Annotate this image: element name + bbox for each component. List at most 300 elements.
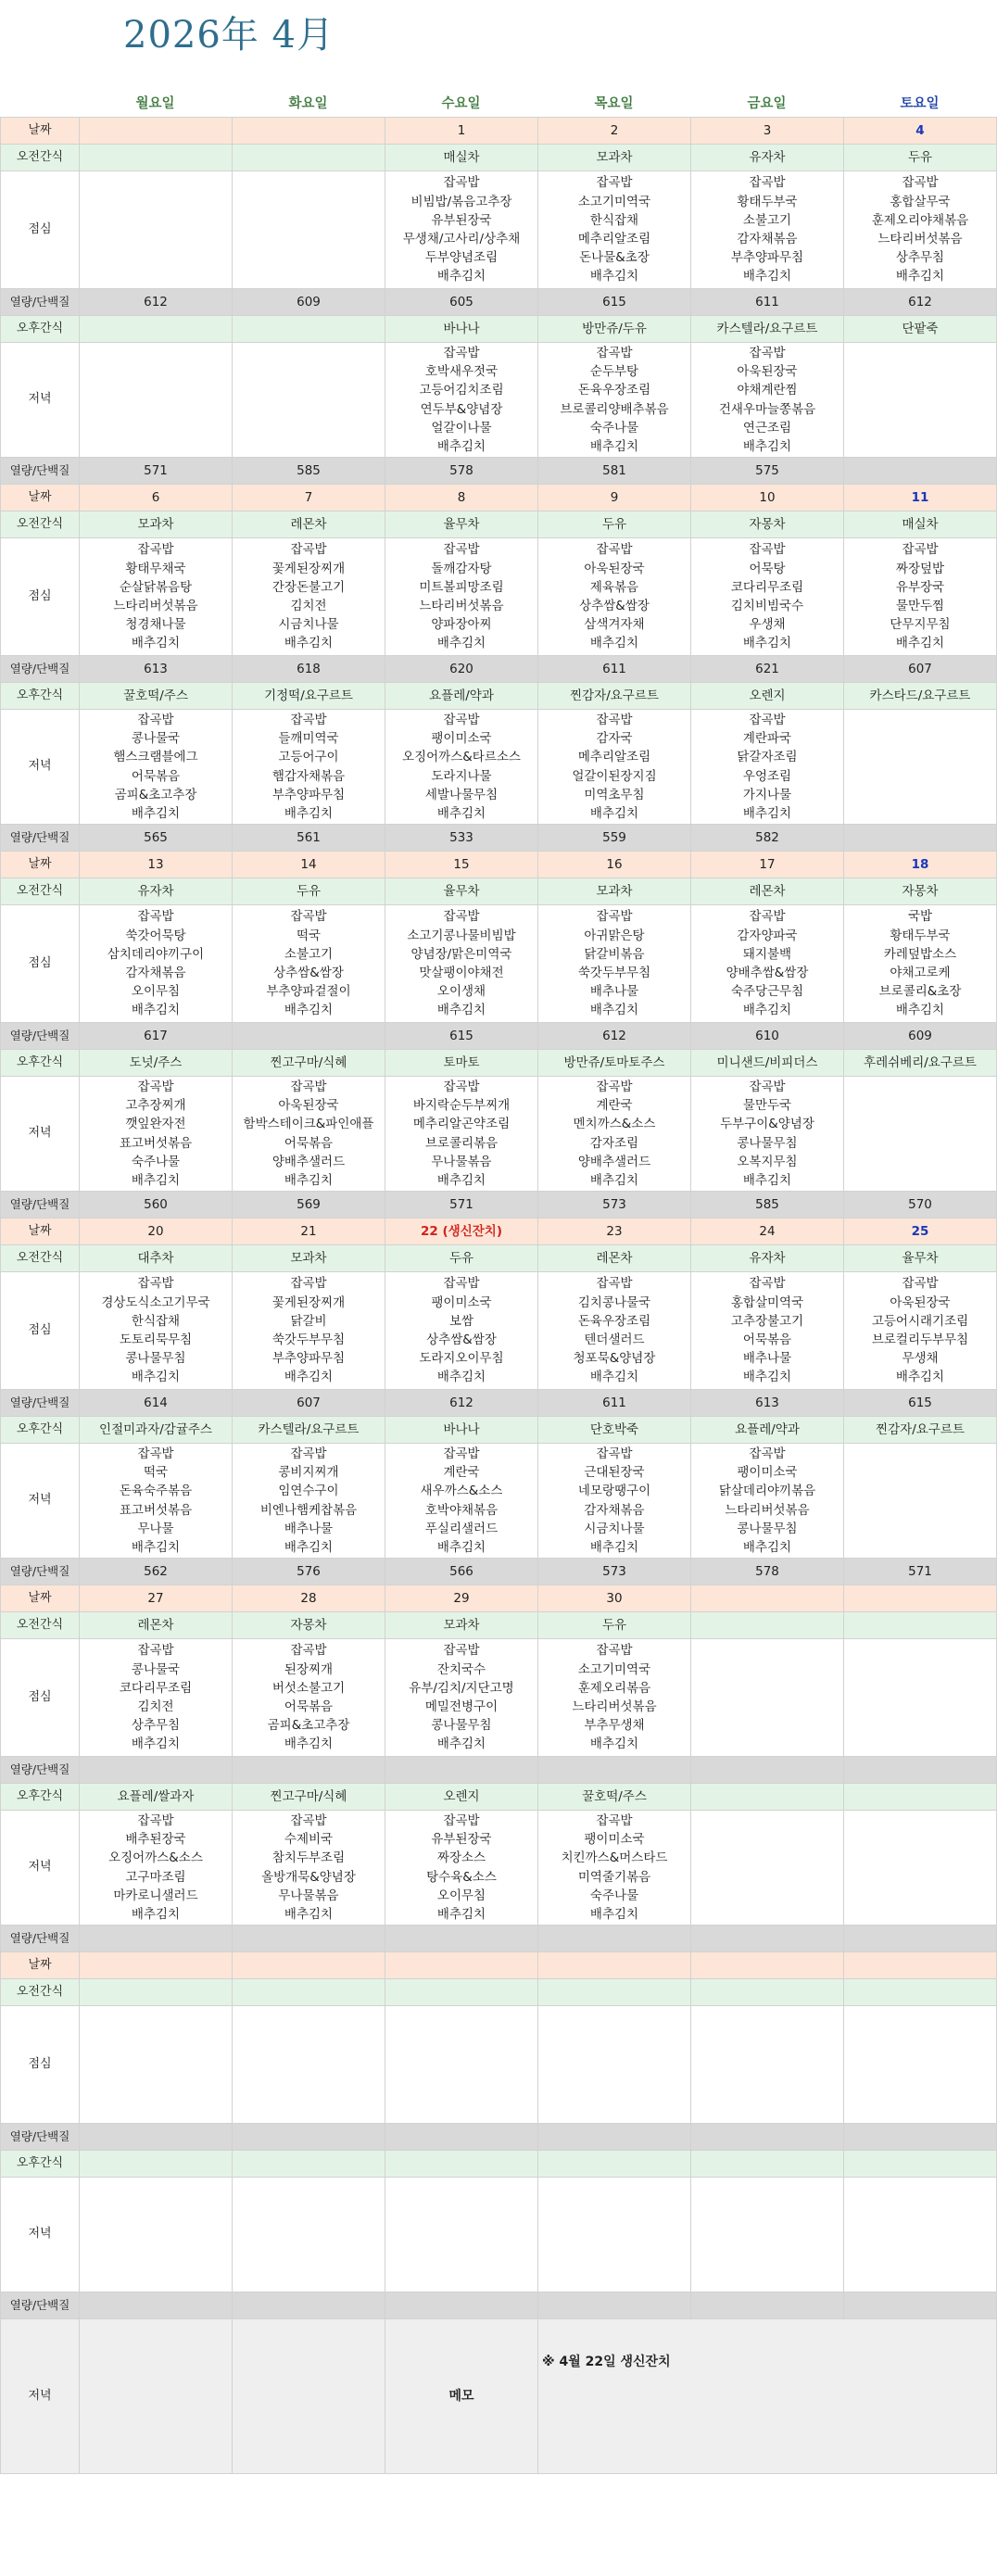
lunch-cell [691,1639,844,1757]
afternoon-snack-cell: 후레쉬베리/요구르트 [844,1050,997,1077]
dinner-dish: 우엉조림 [742,768,792,784]
lunch-dish: 어묵볶음 [742,1332,792,1347]
dinner-dish: 잡곡밥 [290,1446,327,1461]
lunch-calories-cell [80,2124,233,2151]
lunch-dish: 배추김치 [284,1736,334,1752]
dinner-dish: 수제비국 [284,1832,334,1848]
date-cell [691,1952,844,1979]
lunch-dish: 잡곡밥 [443,1276,480,1292]
dinner-dish: 배추김치 [284,1539,334,1555]
dinner-cell [844,343,997,458]
lunch-dish: 닭갈비 [290,1313,327,1329]
lunch-dish: 카레덮밥소스 [883,946,957,962]
lunch-dish: 도토리묵무침 [119,1332,193,1347]
lunch-dish: 아귀맑은탕 [584,928,645,943]
lunch-dish: 닭갈비볶음 [584,946,645,962]
dinner-dish: 무나물볶음 [278,1888,339,1903]
dinner-dish: 부추양파무침 [271,787,346,802]
row-label-afternoon-snack: 오후간식 [1,683,80,710]
afternoon-snack-cell [691,1784,844,1811]
dinner-calories-cell [844,1926,997,1952]
dinner-calories-cell: 571 [385,1192,538,1219]
lunch-cell [233,538,385,656]
dinner-dish: 푸실리샐러드 [424,1521,498,1536]
dinner-cell [844,1811,997,1926]
afternoon-snack-cell: 미니샌드/비피더스 [691,1050,844,1077]
morning-snack-cell: 대추차 [80,1245,233,1272]
dinner-dish: 잡곡밥 [749,712,786,727]
dinner-dish: 잡곡밥 [596,712,633,727]
dinner-dish: 치킨까스&머스타드 [561,1850,668,1866]
morning-snack-cell [691,1612,844,1639]
dinner-dish: 아욱된장국 [278,1098,339,1114]
dinner-dish: 배추김치 [284,1172,334,1188]
date-cell: 22 (생신잔치) [385,1219,538,1245]
date-cell [233,1952,385,1979]
dinner-dish: 떡국 [143,1465,169,1481]
lunch-calories-cell: 612 [844,289,997,316]
lunch-dish: 잡곡밥 [137,1643,174,1659]
lunch-calories-cell: 609 [233,289,385,316]
afternoon-snack-cell: 오렌지 [691,683,844,710]
dinner-dish: 팽이미소국 [737,1465,798,1481]
dinner-dish: 잡곡밥 [749,345,786,360]
dinner-dish: 느타리버섯볶음 [725,1502,810,1518]
lunch-dish: 배추김치 [131,1370,181,1385]
lunch-calories-cell: 620 [385,656,538,683]
dinner-calories-cell: 571 [844,1559,997,1585]
afternoon-snack-cell: 바나나 [385,316,538,343]
dinner-dish: 무나물볶음 [431,1154,492,1169]
dinner-cell [691,1444,844,1559]
dinner-dish: 호박야채볶음 [424,1502,498,1518]
lunch-cell [80,905,233,1023]
morning-snack-cell: 두유 [538,1612,691,1639]
date-cell: 14 [233,852,385,878]
row-label-morning-snack: 오전간식 [1,1979,80,2006]
afternoon-snack-cell: 꿀호떡/주스 [80,683,233,710]
afternoon-snack-cell: 방만쥬/토마토주스 [538,1050,691,1077]
meal-calendar-table [0,117,997,2474]
morning-snack-cell: 레몬차 [80,1612,233,1639]
lunch-calories-cell [691,2124,844,2151]
lunch-calories-cell: 615 [385,1023,538,1050]
dinner-dish: 잡곡밥 [749,1079,786,1094]
lunch-dish: 쑥갓두부무침 [271,1332,346,1347]
lunch-calories-cell: 611 [691,289,844,316]
dinner-calories-cell: 573 [538,1192,691,1219]
dinner-dish: 배추김치 [131,805,181,821]
afternoon-snack-cell [80,316,233,343]
lunch-dish: 김치전 [290,599,327,613]
lunch-dish: 부추양파무침 [271,1351,346,1367]
lunch-dish: 우생채 [749,617,786,633]
lunch-dish: 느타리버섯볶음 [877,232,963,246]
lunch-cell [844,1272,997,1390]
lunch-dish: 버섯소불고기 [271,1680,346,1696]
lunch-dish: 배추김치 [742,269,792,284]
lunch-calories-cell: 617 [80,1023,233,1050]
date-cell: 29 [385,1585,538,1612]
morning-snack-cell: 매실차 [844,511,997,538]
dinner-dish: 배추김치 [742,438,792,454]
lunch-dish: 코다리무조림 [119,1680,193,1696]
afternoon-snack-cell: 단호박죽 [538,1417,691,1444]
dinner-row [1,343,997,458]
dinner-dish: 바지락순두부찌개 [412,1098,511,1114]
lunch-dish: 배추김치 [589,1003,639,1018]
dinner-dish: 어묵볶음 [284,1135,334,1151]
lunch-dish: 배추김치 [436,636,486,651]
lunch-row [1,171,997,289]
weekday-header-spacer [0,91,79,117]
morning-snack-cell: 모과차 [538,145,691,171]
date-cell: 18 [844,852,997,878]
row-label-calories: 열량/단백질 [1,289,80,316]
date-cell: 20 [80,1219,233,1245]
dinner-dish: 메추리알조림 [577,750,651,765]
morning-snack-cell [538,1979,691,2006]
lunch-dish: 배추김치 [589,1370,639,1385]
dinner-calories-cell: 576 [233,1559,385,1585]
date-cell: 23 [538,1219,691,1245]
row-label-calories: 열량/단백질 [1,656,80,683]
dinner-cell [538,1444,691,1559]
dinner-dish: 팽이미소국 [431,731,492,747]
lunch-dish: 홍합살미역국 [730,1294,804,1310]
morning-snack-cell [233,145,385,171]
lunch-dish: 돈육우장조림 [577,1313,651,1329]
lunch-dish: 짜장덮밥 [895,561,945,576]
lunch-dish: 돼지불백 [742,946,792,962]
lunch-dish: 배추김치 [284,1003,334,1018]
row-label-date: 날짜 [1,485,80,511]
weekday-header-row [0,91,997,117]
lunch-dish: 부추양파겉절이 [266,984,351,1000]
afternoon-snack-cell: 찐고구마/식혜 [233,1784,385,1811]
lunch-dish: 잡곡밥 [290,909,327,925]
lunch-cell [538,2006,691,2124]
lunch-calories-cell: 612 [80,289,233,316]
dinner-calories-cell: 585 [691,1192,844,1219]
dinner-cell [80,343,233,458]
dinner-calories-cell [844,825,997,852]
lunch-calories-cell: 611 [538,1390,691,1417]
dinner-dish: 배추김치 [589,1906,639,1922]
dinner-calories-cell [233,1926,385,1952]
lunch-dish: 잡곡밥 [443,542,480,558]
lunch-cell [233,2006,385,2124]
morning-snack-cell: 모과차 [233,1245,385,1272]
lunch-calories-row [1,1757,997,1784]
dinner-dish: 고구마조림 [125,1869,186,1885]
dinner-dish: 비엔나햄케찹볶음 [259,1502,358,1518]
lunch-dish: 배추김치 [895,1370,945,1385]
lunch-calories-cell [233,2124,385,2151]
row-label-calories: 열량/단백질 [1,2292,80,2319]
lunch-dish: 아욱된장국 [584,561,645,576]
lunch-calories-cell [691,1757,844,1784]
lunch-calories-row [1,2124,997,2151]
dinner-dish: 잡곡밥 [290,712,327,727]
morning-snack-row [1,145,997,171]
row-label-dinner: 저녁 [1,1077,80,1192]
lunch-dish: 잡곡밥 [443,175,480,191]
afternoon-snack-cell [233,316,385,343]
dinner-dish: 배추김치 [131,1539,181,1555]
dinner-row [1,2178,997,2292]
dinner-dish: 팽이미소국 [584,1832,645,1848]
dinner-calories-cell: 560 [80,1192,233,1219]
date-cell: 11 [844,485,997,511]
lunch-dish: 오이무침 [131,984,181,1000]
lunch-calories-cell [844,2124,997,2151]
dinner-calories-cell: 585 [233,458,385,485]
dinner-dish: 아욱된장국 [737,364,798,380]
lunch-dish: 느타리버섯볶음 [113,599,198,613]
lunch-dish: 청경채나물 [125,617,186,633]
lunch-dish: 배추김치 [131,1736,181,1752]
morning-snack-cell: 레몬차 [691,878,844,905]
lunch-cell [80,538,233,656]
lunch-dish: 잡곡밥 [749,909,786,925]
dinner-calories-cell [844,2292,997,2319]
dinner-dish: 잡곡밥 [137,1446,174,1461]
lunch-dish: 메추리알조림 [577,232,651,246]
lunch-calories-row [1,1023,997,1050]
lunch-cell [844,1639,997,1757]
lunch-dish: 배추김치 [742,636,792,651]
lunch-dish: 감자채볶음 [125,966,186,980]
morning-snack-cell [80,1979,233,2006]
dinner-dish: 깻잎완자전 [125,1117,186,1132]
dinner-cell [80,710,233,825]
dinner-dish: 참치두부조림 [271,1850,346,1866]
lunch-dish: 유부된장국 [431,212,492,228]
dinner-dish: 새우까스&소스 [420,1484,503,1499]
dinner-dish: 잡곡밥 [443,1812,480,1828]
lunch-calories-cell [538,1757,691,1784]
lunch-dish: 양배추쌈&쌈장 [726,966,809,980]
afternoon-snack-cell: 카스텔라/요구르트 [233,1417,385,1444]
dinner-cell [538,710,691,825]
dinner-cell [538,1811,691,1926]
lunch-dish: 황태무채국 [125,561,186,576]
afternoon-snack-row [1,1784,997,1811]
afternoon-snack-row [1,683,997,710]
lunch-dish: 김치콩나물국 [577,1294,651,1310]
morning-snack-cell [233,1979,385,2006]
dinner-cell [233,2178,385,2292]
date-cell: 1 [385,118,538,145]
dinner-dish: 잡곡밥 [443,712,480,727]
lunch-dish: 배추김치 [895,1003,945,1018]
dinner-dish: 고등어구이 [278,750,339,765]
lunch-dish: 감자양파국 [737,928,798,943]
morning-snack-cell [844,1979,997,2006]
row-label-calories: 열량/단백질 [1,1023,80,1050]
morning-snack-row [1,878,997,905]
dinner-calories-row [1,1192,997,1219]
dinner-cell [385,710,538,825]
morning-snack-cell: 자몽차 [233,1612,385,1639]
dinner-dish: 배추나물 [284,1521,334,1536]
lunch-cell [233,1272,385,1390]
dinner-dish: 배추김치 [436,438,486,454]
lunch-dish: 고추장불고기 [730,1313,804,1329]
afternoon-snack-cell: 요플레/약과 [385,683,538,710]
row-label-lunch: 점심 [1,2006,80,2124]
row-label-date: 날짜 [1,1585,80,1612]
dinner-dish: 어묵볶음 [131,768,181,784]
date-cell: 16 [538,852,691,878]
dinner-calories-cell: 575 [691,458,844,485]
afternoon-snack-cell: 도넛/주스 [80,1050,233,1077]
weekday-header-mon: 월요일 [135,96,175,111]
dinner-calories-cell: 578 [385,458,538,485]
afternoon-snack-cell: 단팥죽 [844,316,997,343]
dinner-dish: 얼갈이나물 [431,420,492,436]
row-label-date: 날짜 [1,118,80,145]
dinner-dish: 배추김치 [436,1539,486,1555]
lunch-dish: 감자채볶음 [737,232,798,246]
lunch-dish: 느타리버섯볶음 [572,1699,657,1714]
lunch-dish: 떡국 [296,928,322,943]
dinner-cell [538,343,691,458]
dinner-cell [80,1444,233,1559]
morning-snack-row [1,1979,997,2006]
lunch-dish: 비빔밥/볶음고추장 [410,194,512,209]
lunch-dish: 브로컬리두부무침 [871,1332,969,1347]
dinner-dish: 연근조림 [742,420,792,436]
lunch-calories-cell: 621 [691,656,844,683]
dinner-dish: 물만두국 [742,1098,792,1114]
dinner-dish: 잡곡밥 [290,1812,327,1828]
dinner-dish: 계란국 [443,1465,480,1481]
row-label-calories: 열량/단백질 [1,1559,80,1585]
dinner-calories-cell: 533 [385,825,538,852]
dinner-cell [691,1077,844,1192]
lunch-calories-row [1,656,997,683]
dinner-cell [80,1077,233,1192]
row-label-afternoon-snack: 오후간식 [1,1784,80,1811]
lunch-dish: 메밀전병구이 [424,1699,498,1714]
lunch-dish: 상추쌈&쌈장 [426,1332,497,1347]
dinner-cell [385,1444,538,1559]
dinner-dish: 탕수육&소스 [426,1869,497,1885]
lunch-dish: 아욱된장국 [890,1294,951,1310]
afternoon-snack-cell: 요플레/쌀과자 [80,1784,233,1811]
afternoon-snack-cell [844,2151,997,2178]
lunch-dish: 상추쌈&쌈장 [273,966,344,980]
lunch-dish: 양파장아찌 [431,617,492,633]
lunch-row [1,1639,997,1757]
lunch-dish: 배추김치 [436,1370,486,1385]
date-cell: 17 [691,852,844,878]
date-cell [691,1585,844,1612]
morning-snack-cell: 모과차 [80,511,233,538]
lunch-dish: 간장돈불고기 [271,579,346,595]
dinner-calories-cell [80,1926,233,1952]
dinner-dish: 표고버섯볶음 [119,1502,193,1518]
lunch-calories-cell: 609 [844,1023,997,1050]
date-cell: 9 [538,485,691,511]
lunch-calories-cell [385,1757,538,1784]
lunch-dish: 김치비빔국수 [730,599,804,613]
morning-snack-row [1,1612,997,1639]
lunch-dish: 배추김치 [436,1003,486,1018]
lunch-dish: 숙주당근무침 [730,984,804,1000]
dinner-cell [538,2178,691,2292]
afternoon-snack-row [1,1050,997,1077]
lunch-dish: 배추김치 [131,1003,181,1018]
lunch-calories-cell [80,1757,233,1784]
dinner-dish: 시금치나물 [584,1521,645,1536]
afternoon-snack-cell: 오렌지 [385,1784,538,1811]
lunch-cell [233,171,385,289]
dinner-dish: 계란파국 [742,731,792,747]
dinner-dish: 잡곡밥 [749,1446,786,1461]
lunch-calories-cell: 607 [233,1390,385,1417]
lunch-dish: 홍합살무국 [890,194,951,209]
afternoon-snack-cell: 카스텔라/요구르트 [691,316,844,343]
lunch-calories-cell: 610 [691,1023,844,1050]
morning-snack-cell: 자몽차 [691,511,844,538]
lunch-dish: 잡곡밥 [902,542,939,558]
lunch-row [1,1272,997,1390]
date-row [1,1952,997,1979]
morning-snack-cell: 레몬차 [538,1245,691,1272]
morning-snack-cell: 매실차 [385,145,538,171]
date-cell: 30 [538,1585,691,1612]
dinner-dish: 햄스크램블에그 [113,750,198,765]
row-label-lunch: 점심 [1,171,80,289]
dinner-dish: 미역줄기볶음 [577,1869,651,1885]
dinner-cell [691,710,844,825]
dinner-dish: 양배추샐러드 [577,1154,651,1169]
lunch-dish: 느타리버섯볶음 [419,599,504,613]
lunch-cell [691,905,844,1023]
dinner-dish: 잡곡밥 [596,1079,633,1094]
dinner-cell [691,2178,844,2292]
lunch-cell [385,538,538,656]
lunch-cell [80,2006,233,2124]
dinner-dish: 멘치까스&소스 [573,1117,656,1132]
dinner-dish: 오복지무침 [737,1154,798,1169]
lunch-dish: 배추김치 [131,636,181,651]
date-cell [385,1952,538,1979]
dinner-dish: 콩나물무침 [737,1521,798,1536]
dinner-dish: 배추김치 [742,1539,792,1555]
date-cell: 25 [844,1219,997,1245]
dinner-dish: 배추김치 [131,1906,181,1922]
lunch-cell [538,1272,691,1390]
lunch-calories-cell: 618 [233,656,385,683]
lunch-dish: 배추김치 [284,636,334,651]
lunch-calories-cell [538,2124,691,2151]
date-cell [80,1952,233,1979]
lunch-dish: 도라지오이무침 [419,1351,504,1367]
dinner-dish: 표고버섯볶음 [119,1135,193,1151]
lunch-cell [691,171,844,289]
lunch-dish: 황태두부국 [737,194,798,209]
afternoon-snack-cell: 인절미과자/감귤주스 [80,1417,233,1444]
dinner-calories-cell: 566 [385,1559,538,1585]
dinner-dish: 콩나물무침 [737,1135,798,1151]
dinner-dish: 고추장찌개 [125,1098,186,1114]
dinner-cell [233,1444,385,1559]
lunch-dish: 잡곡밥 [596,1276,633,1292]
